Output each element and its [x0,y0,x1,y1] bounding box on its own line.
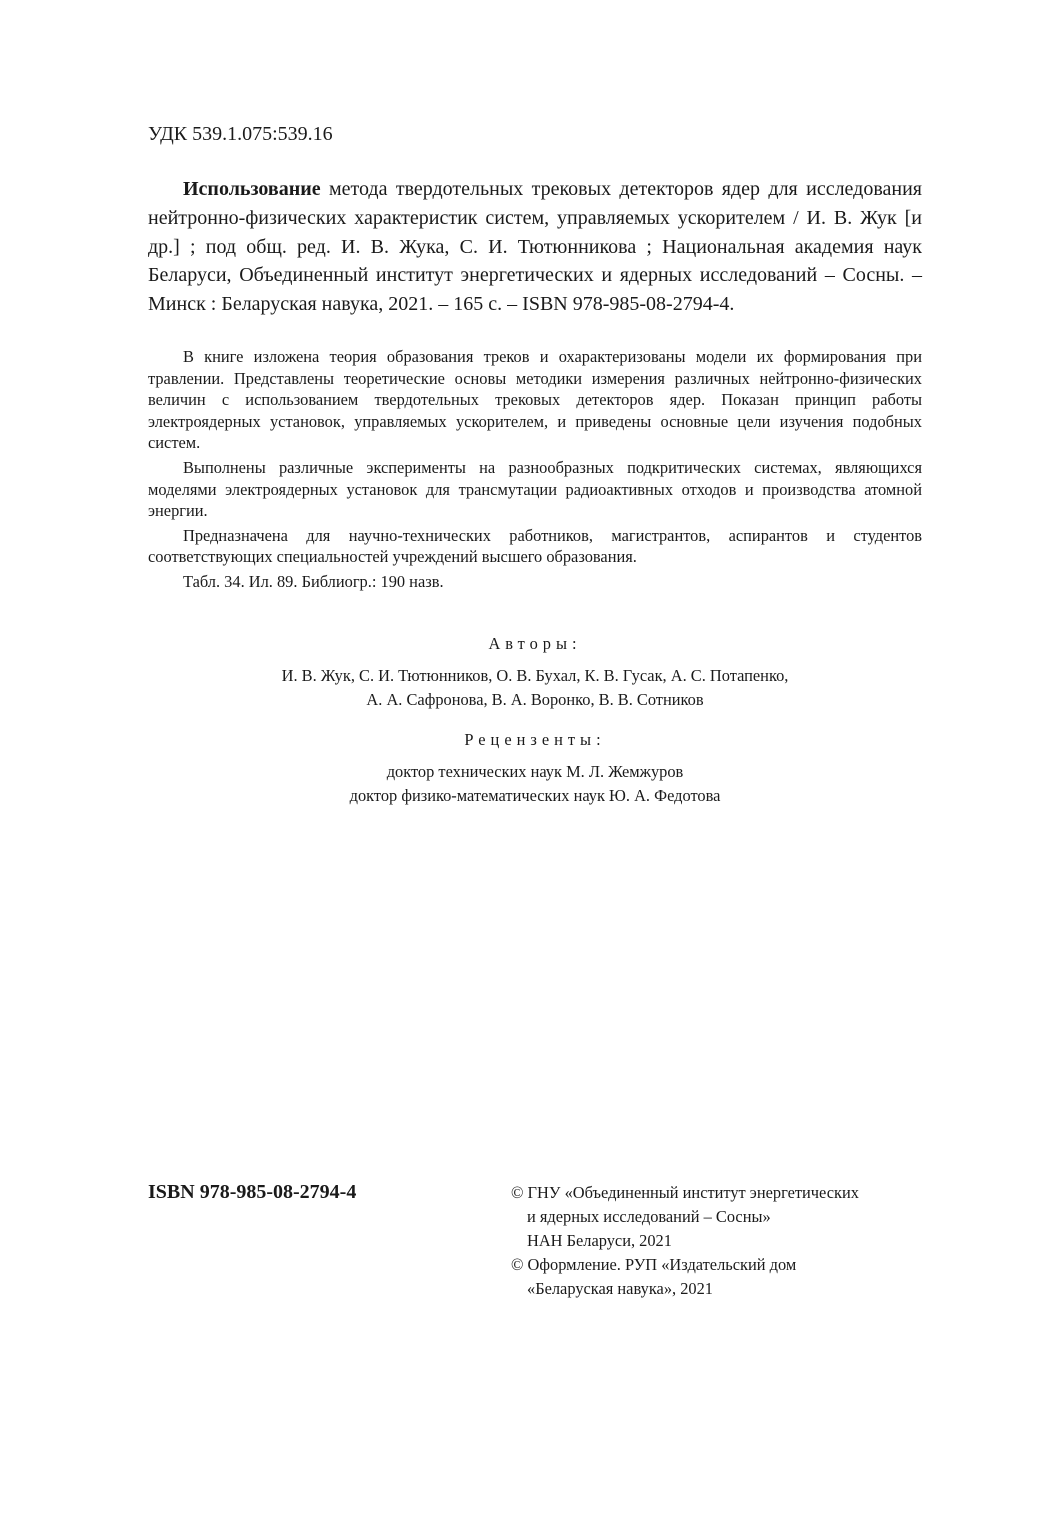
reviewer-line: доктор технических наук М. Л. Жемжуров [386,762,684,781]
copyright-line: © ГНУ «Объединенный институт энергетических [511,1183,859,1202]
bibliographic-details: метода твердотельных трековых детекторов ядер для исследования нейтронно-физических характеристик систем, управляемых ускорителем / И. В. Жук [и др.] ; под общ. ред. И. В. Жука, С. И. Тютюнникова ; Национальная академия наук Беларуси, Объединенный институт энергетических и ядерных исследований – Сосны. – Минск : Беларуская навука, 2021. – 165 с. – ISBN 978-985-08-2794-4. [148,178,922,316]
copyright-line: и ядерных исследований – Сосны» [527,1207,771,1226]
abstract [148,346,922,596]
bibliographic-description [148,175,922,319]
copyright-entry-institute [511,1181,941,1253]
copyright-block [511,1181,941,1301]
reviewers-list [148,760,922,808]
bibliographic-title-bold: Использование [183,178,321,200]
udk-code: УДК 539.1.075:539.16 [148,123,333,145]
copyright-line: © Оформление. РУП «Издательский дом [511,1255,797,1274]
authors-line: А. А. Сафронова, В. А. Воронко, В. В. Сотников [366,690,704,709]
reviewers-heading: Рецензенты: [464,730,606,749]
isbn: ISBN 978-985-08-2794-4 [148,1181,357,1203]
reviewer-line: доктор физико-математических наук Ю. А. Федотова [349,786,721,805]
abstract-stats: Табл. 34. Ил. 89. Библиогр.: 190 назв. [183,571,444,591]
copyright-line: НАН Беларуси, 2021 [527,1231,672,1250]
authors-heading: Авторы: [488,634,582,653]
authors-list [148,664,922,712]
copyright-line: «Беларуская навука», 2021 [527,1279,713,1298]
abstract-paragraph: Предназначена для научно-технических работников, магистрантов, аспирантов и студентов соответствующих специальностей учреждений высшего образования. [148,525,922,567]
abstract-paragraph: В книге изложена теория образования треков и охарактеризованы модели их формирования при травлении. Представлены теоретические основы методики измерения различных нейтронно-физических величин с использованием твердотельных трековых детекторов ядер. Показан принцип работы электроядерных установок, управляемых ускорителем, и приведены основные цели изучения подобных систем. [148,347,922,453]
copyright-entry-design [511,1253,941,1301]
authors-line: И. В. Жук, С. И. Тютюнников, О. В. Бухал, К. В. Гусак, А. С. Потапенко, [281,666,789,685]
abstract-paragraph: Выполнены различные эксперименты на разнообразных подкритических системах, являющихся моделями электроядерных установок для трансмутации радиоактивных отходов и производства атомной энергии. [148,457,922,521]
